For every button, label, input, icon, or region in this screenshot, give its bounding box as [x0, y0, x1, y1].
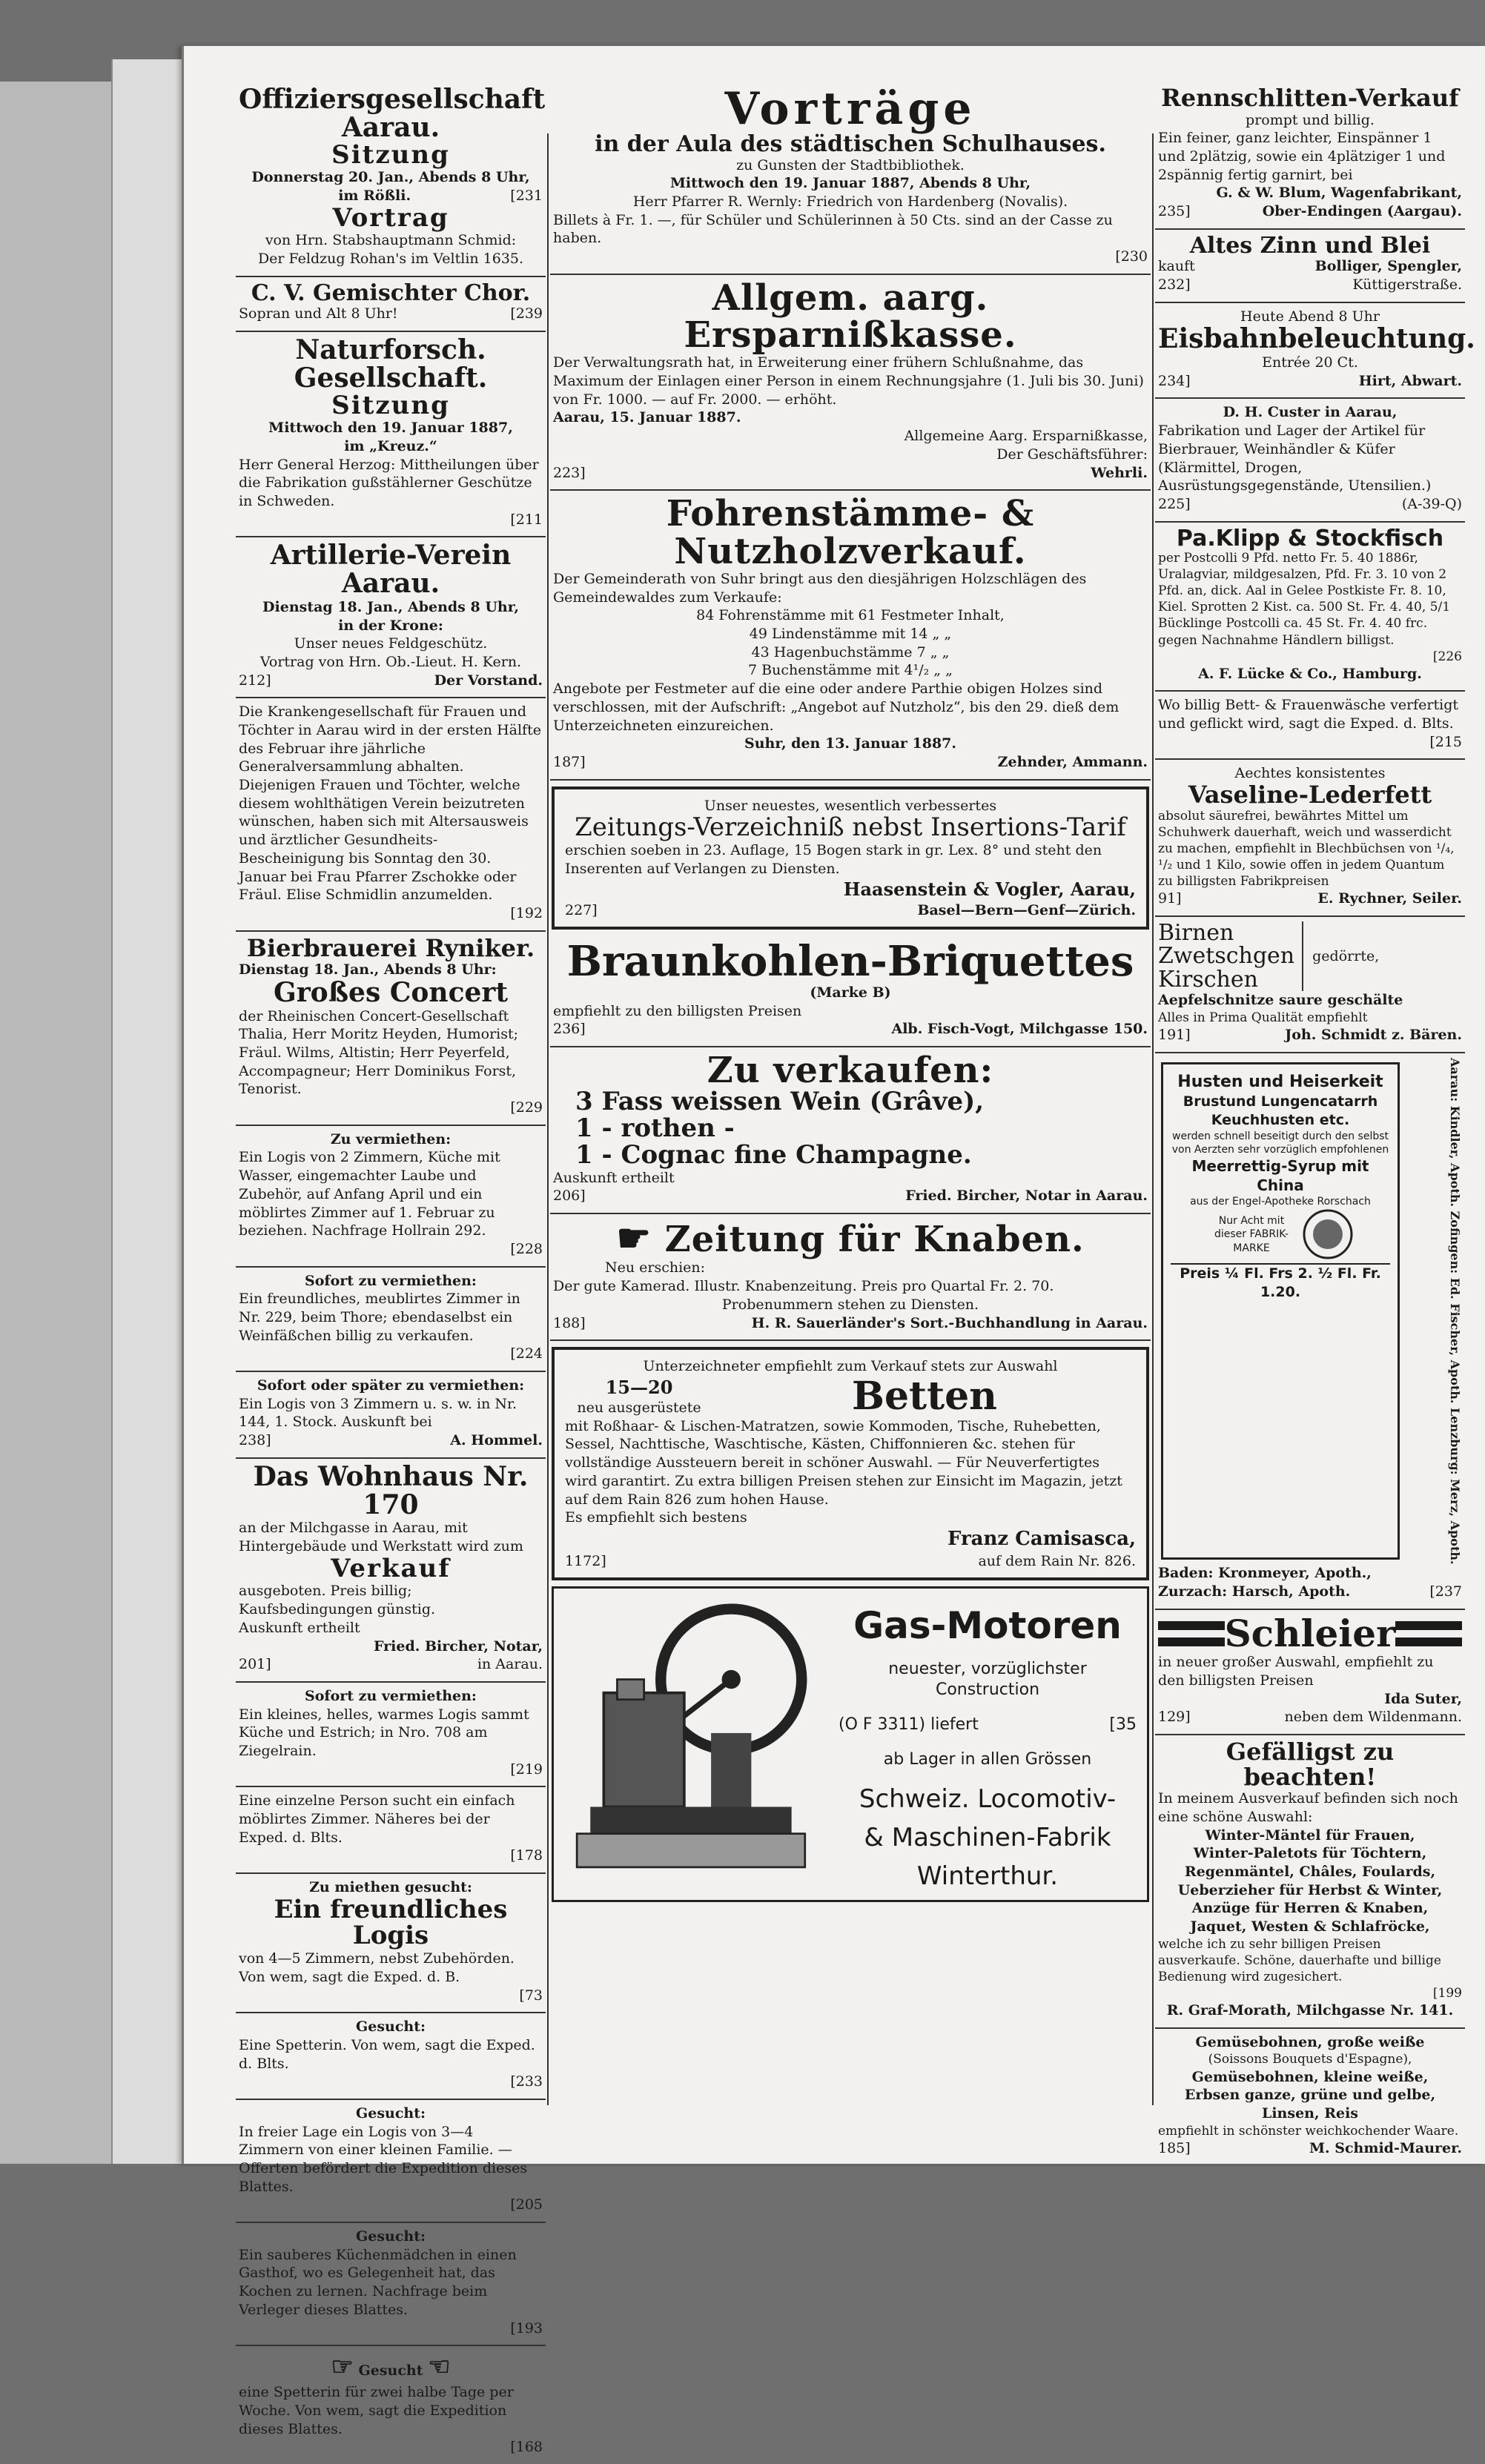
ad-line-row — [1158, 1583, 1462, 1601]
ad-line-row — [1158, 495, 1462, 514]
ad-text: ausgeboten. Preis billig; Kaufsbedingungen günstig. — [239, 1583, 436, 1618]
ad-title: Eisbahnbeleuchtung. — [1158, 323, 1475, 355]
ad-text: Ein feiner, ganz leichter, Einspänner 1 und 2plätzig, sowie ein 4plätziger 1 und 2spännig fertig garnirt, bei — [1158, 130, 1446, 183]
ad-signature: Hirt, Abwart. — [1358, 372, 1462, 389]
ad-ref: [230 — [1115, 248, 1148, 265]
ad-line: Unser neuestes, wesentlich verbessertes — [704, 797, 997, 814]
ad-ref: [73 — [519, 1987, 543, 2004]
ad-line: & Maschinen-Fabrik — [864, 1822, 1111, 1852]
list-item: Kirschen — [1158, 966, 1258, 993]
ad-line: Der Feldzug Rohan's im Veltlin 1635. — [257, 251, 524, 268]
ad-line: im „Kreuz.“ — [344, 437, 437, 454]
ad-line: Es empfiehlt sich bestens — [565, 1509, 747, 1526]
ad-text: Der Gemeinderath von Suhr bringt aus den diesjährigen Holzschlägen des Gemeindewaldes zum Verkaufe: — [553, 571, 1087, 606]
ad-signature: M. Schmid-Maurer. — [1309, 2139, 1462, 2156]
ad-line: Husten und Heiserkeit — [1177, 1072, 1383, 1091]
column-right — [1155, 82, 1475, 2156]
column-rule-left — [547, 133, 549, 2105]
ad-text: der Rheinischen Concert-Gesellschaft Thalia, Herr Moritz Heyden, Humorist; Fräul. Wilms, Altistin; Herr Peyerfeld, Accompagneur; Herr Dominikus Forst, Tenorist. — [239, 1007, 519, 1098]
ad-line-row — [553, 464, 1148, 483]
ad-date: Suhr, den 13. Januar 1887. — [744, 735, 957, 752]
ad-text: eine Spetterin für zwei halbe Tage per Woche. Von wem, sagt die Expedition dieses Blattes. — [239, 2384, 514, 2437]
ad-offiziersgesellschaft — [236, 82, 546, 277]
ad-line: Mittwoch den 19. Januar 1887, Abends 8 Uhr, — [669, 175, 1031, 192]
ad-line: Donnerstag 20. Jan., Abends 8 Uhr, — [251, 169, 530, 186]
ad-title: D. H. Custer in Aarau, — [1223, 404, 1398, 421]
ad-line: Vortrag von Hrn. Ob.-Lieut. H. Kern. — [259, 653, 522, 670]
ad-signature: Ober-Endingen (Aargau). — [1262, 203, 1462, 220]
ad-heading: Ein freundliches Logis — [274, 1894, 508, 1951]
list-item: Ueberzieher für Herbst & Winter, — [1177, 1881, 1443, 1898]
ad-ref: [228 — [510, 1240, 543, 1257]
ad-ref: [226 — [1432, 649, 1462, 664]
ad-ref: [219 — [510, 1761, 543, 1778]
ad-subheading: in der Aula des städtischen Schulhauses. — [595, 131, 1106, 157]
ad-title: Vorträge — [724, 83, 976, 135]
pointing-hand-icon: ☜ — [428, 2352, 451, 2382]
ad-eisbahn — [1155, 303, 1475, 400]
ad-text: mit Roßhaar- & Lischen-Matratzen, sowie Kommoden, Tische, Ruhebetten, Sessel, Nachttische, Waschtische, Kästen, Chiffonnieren &c. stehen für vollständige Aussteuern bereit in schöner Auswahl. — Für Neuverfertigtes wird garantirt. Zu extra billigen Preisen stehen zur Einsicht im Magazin, jetzt auf dem Rain 826 zum hohen Hause. — [565, 1417, 1122, 1508]
ad-signature: Joh. Schmidt z. Bären. — [1285, 1027, 1462, 1044]
ad-subheading: Vortrag — [332, 202, 449, 233]
ad-line-row — [839, 1715, 1137, 1736]
list-item: 49 Lindenstämme mit 14 „ „ — [749, 626, 952, 643]
ad-line: Billets à Fr. 1. —, für Schüler und Schülerinnen à 50 Cts. sind an der Casse zu haben. — [553, 211, 1113, 247]
ad-ref: 238] — [239, 1432, 271, 1449]
ad-line-row — [239, 187, 543, 205]
gas-engine-illustration — [564, 1599, 831, 1890]
pointing-hand-icon: ☞ — [331, 2352, 354, 2382]
ad-syrup-row — [1158, 1058, 1462, 1565]
ad-vermiethen-3 — [236, 1372, 546, 1459]
ad-person — [236, 1787, 546, 1874]
ad-ref: [215 — [1429, 733, 1462, 750]
ad-gesucht-4 — [236, 2346, 546, 2464]
syrup-trademark-row — [1171, 1208, 1390, 1260]
gas-engine-icon — [564, 1599, 831, 1881]
ad-line-row — [1158, 1026, 1462, 1044]
ad-title: Zu vermiethen: — [330, 1130, 452, 1147]
ad-text: erschien soeben in 23. Auflage, 15 Bogen stark in gr. Lex. 8° und steht den Inserenten auf Verlangen zu Diensten. — [565, 841, 1102, 877]
ad-title: Pa.Klipp & Stockfisch — [1176, 525, 1444, 552]
ad-count: 15—20 — [605, 1376, 673, 1398]
ad-title: C. V. Gemischter Chor. — [251, 279, 531, 306]
ad-signature: Fried. Bircher, Notar, — [374, 1637, 543, 1655]
ad-bierbrauerei — [236, 932, 546, 1126]
ad-text: an der Milchgasse in Aarau, mit Hintergebäude und Werkstatt wird zum — [239, 1520, 523, 1555]
syrup-box — [1161, 1062, 1400, 1560]
ad-rennschlitten — [1155, 82, 1465, 230]
ad-ref: [168 — [510, 2439, 543, 2456]
ad-vaseline — [1155, 760, 1465, 916]
ad-signature: in Aarau. — [477, 1656, 543, 1673]
ad-title: Gefälligst zu beachten! — [1226, 1738, 1395, 1791]
ad-line-row — [1158, 2139, 1462, 2158]
ad-betten — [552, 1347, 1149, 1580]
ad-ref: 1172] — [565, 1552, 606, 1569]
ad-line-row — [565, 901, 1136, 920]
ad-line: prompt und billig. — [1246, 111, 1375, 128]
ad-line: in der Krone: — [338, 617, 443, 634]
ad-line: Erbsen ganze, grüne und gelbe, — [1184, 2087, 1436, 2104]
ad-signature: Der Geschäftsführer: — [996, 446, 1148, 463]
ad-line: Aepfelschnitze saure geschälte — [1158, 992, 1403, 1009]
ad-signature: neben dem Wildenmann. — [1284, 1709, 1462, 1726]
ad-text: Die Krankengesellschaft für Frauen und Töchter in Aarau wird in der ersten Hälfte des Februar ihre jährliche Generalversammlung abhalten. Diejenigen Frauen und Töchter, welche diesem wohlthätigen Verein beizutreten wünschen, haben sich mit Altersausweis und ärztlicher Gesundheits-Bescheinigung bis Sonntag den 30. Januar bei Frau Pfarrer Zschokke oder Fräul. Elise Schmidlin anzumelden. — [239, 703, 541, 904]
ad-line: Winterthur. — [916, 1861, 1059, 1891]
ad-title: Gesucht: — [356, 2104, 426, 2122]
ad-line: Gemüsebohnen, kleine weiße, — [1191, 2068, 1429, 2085]
ad-title: Rennschlitten-Verkauf — [1161, 84, 1459, 112]
ad-price: Preis ¼ Fl. Frs 2. ½ Fl. Fr. 1.20. — [1171, 1263, 1390, 1301]
ad-ref: [193 — [510, 2319, 543, 2337]
ad-meerrettig-syrup — [1155, 1053, 1465, 1610]
ad-line-row — [1158, 257, 1462, 276]
ad-gesucht-2 — [236, 2100, 546, 2223]
list-item: Birnen — [1158, 919, 1234, 946]
ad-chor — [236, 277, 546, 332]
ad-ref: 191] — [1158, 1027, 1191, 1044]
ad-heading-row — [565, 1373, 1136, 1419]
ad-briquettes — [550, 935, 1151, 1047]
list-item: Jaquet, Westen & Schlafröcke, — [1190, 1918, 1430, 1935]
ad-ref: 129] — [1158, 1709, 1191, 1726]
ad-line-row — [553, 1020, 1148, 1039]
ad-line: Unterzeichneter empfiehlt zum Verkauf stets zur Auswahl — [643, 1358, 1058, 1375]
ad-signature: Fried. Bircher, Notar in Aarau. — [905, 1188, 1148, 1205]
ad-line: zu Gunsten der Stadtbibliothek. — [736, 156, 965, 173]
ad-text: von 4—5 Zimmern, nebst Zubehörden. Von wem, sagt die Exped. d. B. — [239, 1950, 515, 1985]
page-edge-back — [0, 82, 111, 2164]
ad-vermiethen-1 — [236, 1126, 546, 1268]
ad-line: Zurzach: Harsch, Apoth. — [1158, 1583, 1351, 1600]
ad-line: Neu erschien: — [605, 1259, 706, 1276]
ad-ref: [239 — [510, 305, 543, 322]
ad-title: Artillerie-Verein Aarau. — [270, 540, 512, 600]
ad-zeitung-knaben — [550, 1214, 1151, 1341]
ad-obst-list — [1158, 921, 1303, 992]
ad-subheading: (Marke B) — [810, 984, 891, 1001]
ad-heading: Großes Concert — [273, 976, 509, 1008]
ad-signature: E. Rychner, Seiler. — [1317, 890, 1462, 907]
ad-title: Das Wohnhaus Nr. 170 — [253, 1460, 529, 1520]
ad-gefaelligst — [1155, 1735, 1465, 2029]
ad-krankengesellschaft — [236, 698, 546, 931]
ad-title: Sofort zu vermiethen: — [305, 1272, 477, 1289]
list-item: 1 - rothen - — [575, 1113, 735, 1144]
ad-ref: 232] — [1158, 276, 1191, 293]
ad-line: Baden: Kronmeyer, Apoth., — [1158, 1565, 1372, 1582]
ad-fohrenstaemme — [550, 491, 1151, 780]
list-item: Winter-Mäntel für Frauen, — [1205, 1827, 1415, 1844]
ad-line: Aarau: Kindler, Apoth. Zofingen: Ed. Fischer, Apoth. Lenzburg: Merz, Apoth. — [1448, 1057, 1462, 1565]
ad-text: Eine einzelne Person sucht ein einfach möblirtes Zimmer. Näheres bei der Exped. d. Blts. — [239, 1792, 515, 1846]
ad-line: Sopran und Alt 8 Uhr! — [239, 305, 398, 322]
ad-title: Gas-Motoren — [853, 1604, 1122, 1648]
ad-ersparniskasse — [550, 275, 1151, 491]
ad-title: Gesucht — [358, 2362, 423, 2379]
ad-ref: 185] — [1158, 2139, 1191, 2156]
ad-line-row — [1158, 372, 1462, 391]
ad-ref: 236] — [553, 1021, 586, 1038]
ad-ref: 225] — [1158, 495, 1191, 512]
ad-line: Gemüsebohnen, große weiße — [1195, 2033, 1425, 2050]
ad-signature: Küttigerstraße. — [1352, 276, 1462, 293]
ad-title: Braunkohlen-Briquettes — [566, 937, 1134, 987]
ad-title-row — [239, 2351, 543, 2383]
ad-gesucht-1 — [236, 2013, 546, 2100]
ad-ref: 234] — [1158, 372, 1191, 389]
ad-title: Allgem. aarg. Ersparnißkasse. — [684, 276, 1017, 357]
ad-line: Unser neues Feldgeschütz. — [294, 635, 488, 652]
ad-title: Sofort oder später zu vermiethen: — [257, 1377, 525, 1394]
ad-title: Bierbrauerei Ryniker. — [246, 933, 535, 962]
ad-signature: R. Graf-Morath, Milchgasse Nr. 141. — [1166, 2002, 1454, 2019]
gas-motoren-text — [839, 1599, 1137, 1890]
ad-title: Zu miethen gesucht: — [309, 1879, 472, 1896]
ad-line: ab Lager in allen Grössen — [883, 1749, 1092, 1769]
page-edge-middle — [111, 59, 183, 2164]
ad-line-row — [1158, 1708, 1462, 1726]
ad-line-row — [565, 1552, 1136, 1571]
list-item: Winter-Paletots für Töchtern, — [1193, 1845, 1427, 1862]
ad-line: Mittwoch den 19. Januar 1887, — [268, 420, 513, 437]
ad-line: Herr Pfarrer R. Wernly: Friedrich von Hardenberg (Novalis). — [632, 193, 1068, 210]
ad-zu-miethen — [236, 1874, 546, 2013]
ad-line: Brustund Lungencatarrh — [1183, 1093, 1378, 1110]
ad-ref: [205 — [510, 2196, 543, 2213]
ad-zinn-blei — [1155, 230, 1465, 303]
ad-text: In meinem Ausverkauf befinden sich noch eine schöne Auswahl: — [1158, 1790, 1458, 1825]
ad-text: Der Verwaltungsrath hat, in Erweiterung einer frühern Schlußnahme, das Maximum der Einlagen einer Person in einem Rechnungsjahre (1. Juli bis 30. Juni) von Fr. 1000. — auf Fr. 2000. — erhöht. — [553, 354, 1144, 408]
ad-line-row — [1158, 202, 1462, 221]
ad-text: Eine Spetterin. Von wem, sagt die Exped. d. Blts. — [239, 2036, 535, 2072]
list-item: Zwetschgen — [1158, 943, 1295, 970]
list-item: 84 Fohrenstämme mit 61 Festmeter Inhalt, — [696, 607, 1005, 624]
ad-ref: 235] — [1158, 203, 1191, 220]
ad-count-block — [565, 1376, 713, 1417]
ad-line: neuester, vorzüglichster Construction — [888, 1659, 1087, 1700]
ad-text: Herr General Herzog: Mittheilungen über die Fabrikation gußstählerner Geschütze in Schweden. — [239, 456, 539, 509]
ad-ref: 223] — [553, 464, 586, 481]
ad-text: welche ich zu sehr billigen Preisen ausverkaufe. Schöne, dauerhafte und billige Bedienung wird zugesichert. — [1158, 1936, 1441, 1984]
ad-line-row — [239, 1431, 543, 1450]
ad-vermiethen-2 — [236, 1268, 546, 1372]
ad-ref: 187] — [553, 753, 586, 770]
ad-ref: [211 — [510, 511, 543, 528]
ad-signature: Franz Camisasca, — [947, 1527, 1136, 1550]
ad-ref: [35 — [1109, 1715, 1137, 1735]
ad-text: in neuer großer Auswahl, empfiehlt zu den billigsten Preisen — [1158, 1654, 1434, 1689]
ad-signature: Haasenstein & Vogler, Aarau, — [843, 878, 1136, 901]
list-item: 7 Buchenstämme mit 4¹/₂ „ „ — [748, 662, 953, 679]
ad-obst — [1155, 917, 1465, 1053]
ad-text: In freier Lage ein Logis von 3—4 Zimmern von einer kleinen Familie. — Offerten befördert die Expedition dieses Blattes. — [239, 2123, 528, 2195]
ad-signature: Zehnder, Ammann. — [997, 753, 1148, 770]
ad-ref: 91] — [1158, 890, 1182, 907]
ad-line: (O F 3311) liefert — [839, 1715, 979, 1735]
ad-zu-verkaufen — [550, 1047, 1151, 1214]
ad-text: Angebote per Festmeter auf die eine oder andere Parthie obigen Holzes sind verschlossen, mit der Aufschrift: „Angebot auf Nutzholz“, bis den 29. dieß dem Unterzeichneten einzureichen. — [553, 680, 1119, 734]
ad-title: Zeitungs-Verzeichniß nebst Insertions-Tarif — [575, 812, 1126, 843]
ad-vortraege — [550, 82, 1151, 275]
ad-title: Zeitung für Knaben. — [664, 1218, 1085, 1260]
decorative-bar-right — [1395, 1621, 1462, 1646]
ad-line: Aechtes konsistentes — [1234, 765, 1386, 782]
ad-signature: A. Hommel. — [450, 1432, 543, 1449]
ad-title: Schleier — [1224, 1611, 1396, 1655]
ad-ref: [231 — [510, 187, 543, 204]
ad-signature: A. F. Lücke & Co., Hamburg. — [1198, 665, 1422, 682]
ad-title: Gesucht: — [356, 2228, 426, 2245]
ad-ref: [178 — [510, 1847, 543, 1864]
ad-title: Altes Zinn und Blei — [1189, 232, 1431, 259]
ad-line: Der gute Kamerad. Illustr. Knabenzeitung. Preis pro Quartal Fr. 2. 70. — [553, 1278, 1054, 1295]
ad-vermiethen-4 — [236, 1683, 546, 1787]
ad-line: empfiehlt zu den billigsten Preisen — [553, 1002, 802, 1019]
ad-line: Heute Abend 8 Uhr — [1240, 308, 1380, 325]
ad-line: im Rößli. — [338, 187, 411, 204]
ad-title: Vaseline-Lederfett — [1188, 781, 1432, 809]
ad-line: (Soissons Bouquets d'Espagne), — [1208, 2052, 1412, 2067]
ad-gas-motoren — [552, 1586, 1149, 1902]
list-item: 1 - Cognac fine Champagne. — [575, 1139, 972, 1170]
ad-title: Zu verkaufen: — [707, 1050, 994, 1092]
ad-line: Dienstag 18. Jan., Abends 8 Uhr, — [262, 598, 519, 615]
ad-line: Probenummern stehen zu Diensten. — [721, 1296, 979, 1313]
ad-heading: Sitzung — [331, 390, 450, 420]
ad-line-row — [1158, 890, 1462, 908]
ad-heading: Sitzung — [331, 139, 450, 170]
ad-line-row — [1158, 276, 1462, 294]
ad-ref: [224 — [510, 1345, 543, 1362]
ad-line: Keuchhusten etc. — [1211, 1112, 1350, 1129]
ad-text: Ein kleines, helles, warmes Logis sammt Küche und Estrich; in Nro. 708 am Ziegelrain. — [239, 1706, 529, 1759]
ad-text: Ein sauberes Küchenmädchen in einen Gasthof, wo es Gelegenheit hat, das Kochen zu lernen. Nachfrage beim Verleger dieses Blattes. — [239, 2246, 517, 2318]
list-item: Regenmäntel, Châles, Foulards, — [1184, 1863, 1436, 1880]
ad-text: Wo billig Bett- & Frauenwäsche verfertigt und geflickt wird, sagt die Exped. d. Blts. — [1158, 697, 1459, 732]
ad-line: Alles in Prima Qualität empfiehlt — [1158, 1010, 1368, 1026]
ad-line: Meerrettig-Syrup mit China — [1191, 1157, 1369, 1195]
ad-text: Fabrikation und Lager der Artikel für Bierbrauer, Weinhändler & Küfer (Klärmittel, Drogen, Ausrüstungsgegenstände, Utensilien.) — [1158, 423, 1432, 494]
ad-signature: Wehrli. — [1091, 464, 1148, 481]
ad-code: (A-39-Q) — [1401, 495, 1462, 512]
ad-text: absolut säurefrei, bewährtes Mittel um Schuhwerk dauerhaft, weich und wasserdicht zu machen, empfiehlt in Blechbüchsen von ¹/₄, ¹/₂ und 1 Kilo, sowie offen in jedem Quantum zu billigsten Fabrikpreisen — [1158, 808, 1455, 890]
ad-line: Nur Acht mit dieser FABRIK-MARKE — [1214, 1215, 1289, 1254]
ad-wohnhaus — [236, 1459, 546, 1683]
ad-gemuese — [1155, 2029, 1465, 2165]
ad-ref: 188] — [553, 1314, 586, 1331]
ad-line: Linsen, Reis — [1261, 2104, 1358, 2122]
ad-line: gedörrte, — [1312, 947, 1380, 964]
ad-ref: 206] — [553, 1188, 586, 1205]
ad-ref: 201] — [239, 1656, 271, 1673]
ad-ref: [233 — [510, 2073, 543, 2090]
ad-signature: G. & W. Blum, Wagenfabrikant, — [1216, 185, 1462, 202]
ad-signature: Alb. Fisch-Vogt, Milchgasse 150. — [891, 1021, 1148, 1038]
ad-title: Fohrenstämme- & Nutzholzverkauf. — [666, 493, 1035, 572]
ad-line-row — [239, 672, 543, 690]
column-left — [236, 82, 546, 2456]
ad-title: Betten — [852, 1373, 997, 1419]
ad-text: Ein Logis von 3 Zimmern u. s. w. in Nr. 144, 1. Stock. Auskunft bei — [239, 1395, 517, 1431]
ad-obst-row — [1158, 921, 1462, 992]
ad-title-row — [553, 1215, 1148, 1261]
pointing-hand-icon: ☛ — [616, 1215, 652, 1261]
ad-line-row — [553, 753, 1148, 772]
ad-ref: [237 — [1429, 1583, 1462, 1600]
ad-text: per Postcolli 9 Pfd. netto Fr. 5. 40 1886r, Uralagviar, mildgesalzen, Pfd. Fr. 3. 10 von 2 Pfd. an, dick. Aal in Gelee Postkiste Fr. 8. 10, Kiel. Sprotten 2 Kist. ca. 500 St. Fr. 4. 40, 5/1 Bücklinge Postcolli ca. 45 St. Fr. 4. 40 frc. gegen Nachnahme Händlern billigst. — [1158, 551, 1451, 648]
list-item: 43 Hagenbuchstämme 7 „ „ — [751, 643, 950, 660]
ad-line: von Hrn. Stabshauptmann Schmid: — [265, 232, 517, 249]
ad-ref: 227] — [565, 901, 598, 918]
ad-ref: [199 — [1432, 1986, 1462, 2001]
ad-zeitungsverzeichnis — [552, 786, 1149, 930]
ad-line: werden schnell beseitigt durch den selbst von Aerzten sehr vorzüglich empfohlenen — [1171, 1130, 1389, 1156]
ad-ref: [229 — [510, 1099, 543, 1116]
ad-line: Auskunft ertheilt — [553, 1169, 675, 1186]
list-item: 3 Fass weissen Wein (Grâve), — [575, 1087, 985, 1117]
ad-title: Sofort zu vermiethen: — [305, 1687, 477, 1704]
ad-signature: Allgemeine Aarg. Ersparnißkasse, — [904, 428, 1148, 445]
ad-ref: 212] — [239, 672, 271, 689]
trademark-seal-icon — [1302, 1208, 1354, 1260]
ad-line: Dienstag 18. Jan., Abends 8 Uhr: — [239, 961, 497, 978]
ad-subheading: neu ausgerüstete — [577, 1400, 701, 1417]
ad-line: Schweiz. Locomotiv- — [859, 1784, 1117, 1815]
column-rule-right — [1152, 133, 1154, 2105]
ad-date: Aarau, 15. Januar 1887. — [553, 409, 741, 426]
ad-signature: Basel—Bern—Genf—Zürich. — [917, 901, 1136, 918]
list-item: Anzüge für Herren & Knaben, — [1191, 1900, 1429, 1917]
ad-klippfisch — [1155, 523, 1465, 692]
ad-schleier — [1155, 1610, 1465, 1735]
ad-title-row — [1158, 1611, 1462, 1655]
ad-text: Ein freundliches, meublirtes Zimmer in Nr. 229, beim Thore; ebendaselbst ein Weinfäßchen billig zu verkaufen. — [239, 1291, 520, 1344]
ad-line-row — [239, 305, 543, 323]
ad-heading: Verkauf — [331, 1553, 451, 1583]
ad-signature: auf dem Rain Nr. 826. — [978, 1552, 1136, 1569]
ad-title: Offiziersgesellschaft Aarau. — [239, 84, 546, 143]
ad-line-row — [239, 1655, 543, 1674]
ad-text: empfiehlt in schönster weichkochender Waare. — [1158, 2123, 1459, 2139]
ad-custer — [1155, 399, 1465, 522]
ad-line: Auskunft ertheilt — [239, 1619, 360, 1636]
ad-line-row — [553, 1314, 1148, 1333]
ad-signature: Der Vorstand. — [434, 672, 543, 689]
ad-gesucht-3 — [236, 2223, 546, 2346]
ad-title: Gesucht: — [356, 2018, 426, 2036]
ad-ref: [192 — [510, 904, 543, 921]
ad-naturforschende — [236, 332, 546, 537]
ad-line: Entrée 20 Ct. — [1262, 354, 1358, 371]
ad-line: kauft — [1158, 258, 1195, 275]
ad-title: Naturforsch. Gesellschaft. — [294, 334, 488, 394]
ad-signature: Bolliger, Spengler, — [1314, 258, 1462, 275]
column-middle — [550, 82, 1151, 2098]
ad-signature: H. R. Sauerländer's Sort.-Buchhandlung in Aarau. — [751, 1314, 1148, 1331]
ad-artillerie — [236, 537, 546, 698]
ad-text: Ein Logis von 2 Zimmern, Küche mit Wasser, eingemachter Laube und Zubehör, auf Anfang April und ein möblirtes Zimmer auf 1. Februar zu beziehen. Nachfrage Hollrain 292. — [239, 1149, 500, 1239]
ad-waesche — [1155, 692, 1465, 760]
ad-line-row — [553, 1187, 1148, 1205]
decorative-bar-left — [1158, 1621, 1225, 1646]
ad-line: aus der Engel-Apotheke Rorschach — [1190, 1196, 1371, 1208]
ad-signature: Ida Suter, — [1384, 1690, 1462, 1707]
